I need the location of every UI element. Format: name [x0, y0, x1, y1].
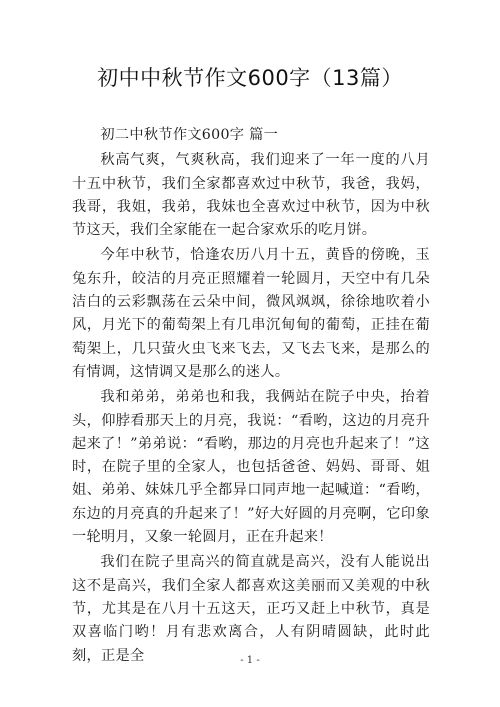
document-title: 初中中秋节作文600字（13篇） — [97, 66, 403, 90]
paragraph-3: 我和弟弟，弟弟也和我，我俩站在院子中央，抬着头，仰脖看那天上的月亮，我说：“看哟，这边的月亮升起来了！”弟弟说：“看哟，那边的月亮也升起来了！”这时，在院子里的全家人，也包括爸爸、妈妈、哥哥、姐姐、弟弟、妹妹几乎全都异口同声地一起喊道：“看哟，东边的月亮真的升起来了！”好大好圆的月亮啊，它印象一轮明月，又象一轮圆月，正在升起来！ — [72, 389, 430, 546]
page-number: - 1 - — [240, 655, 260, 666]
paragraph-1: 秋高气爽，气爽秋高，我们迎来了一年一度的八月十五中秋节，我们全家都喜欢过中秋节，我爸，我妈，我哥，我姐，我弟，我妹也全喜欢过中秋节，因为中秋节这天，我们全家能在一起合家欢乐的吃月饼。 — [72, 152, 430, 239]
paragraph-2: 今年中秋节，恰逢农历八月十五，黄昏的傍晚，玉兔东升，皎洁的月亮正照耀着一轮圆月，天空中有几朵洁白的云彩飘荡在云朵中间，微风飒飒，徐徐地吹着小风，月光下的葡萄架上有几串沉甸甸的葡萄，正挂在葡萄架上，几只萤火虫飞来飞去，又飞去飞来，是那么的有情调，这情调又是那么的迷人。 — [72, 247, 430, 380]
document-body — [72, 124, 430, 668]
section-subheading: 初二中秋节作文600字 篇一 — [100, 127, 279, 143]
paragraph-4: 我们在院子里高兴的简直就是高兴，没有人能说出这不是高兴，我们全家人都喜欢这美丽而又美观的中秋节，尤其是在八月十五这天，正巧又赶上中秋节，真是双喜临门哟！月有悲欢离合，人有阴晴圆缺，此时此刻，正是全 — [72, 554, 430, 664]
